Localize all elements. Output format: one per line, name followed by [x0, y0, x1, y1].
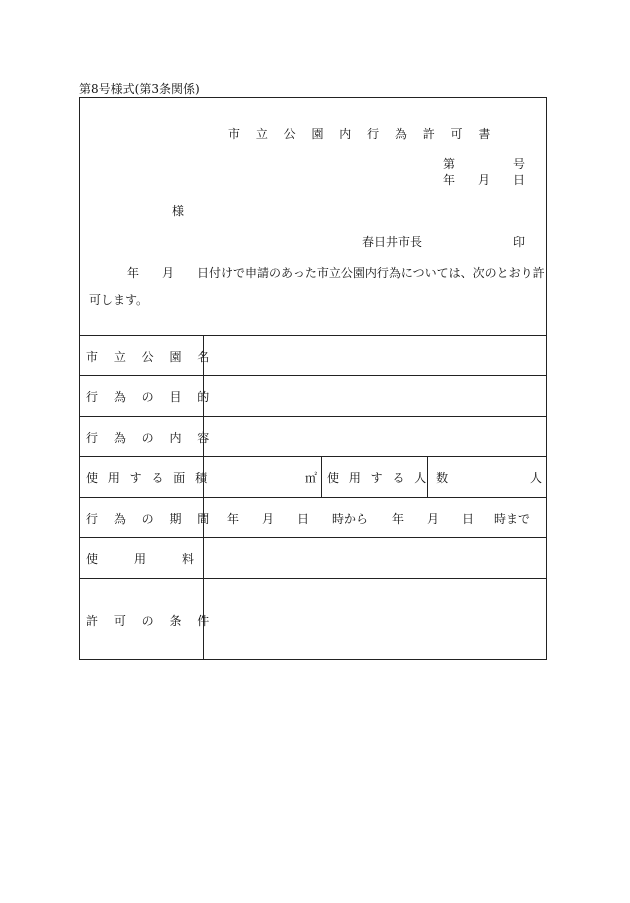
- statement-year: 年: [127, 266, 140, 280]
- date-month: 月: [478, 173, 491, 187]
- label-purpose: 行 為 の 目 的: [86, 390, 216, 404]
- people-unit: 人: [530, 471, 543, 485]
- statement-month: 月: [162, 266, 175, 280]
- label-conditions: 許 可 の 条 件: [86, 614, 216, 628]
- label-fee: 使 用 料: [86, 552, 195, 566]
- period-from-year: 年: [227, 512, 240, 526]
- issuer-name: 春日井市長: [362, 235, 423, 249]
- label-area: 使 用 す る 面 積: [86, 471, 211, 485]
- label-content: 行 為 の 内 容: [86, 431, 216, 445]
- label-park-name: 市 立 公 園 名: [86, 350, 216, 364]
- period-to-hour: 時まで: [494, 512, 531, 526]
- statement-line1: 日付けで申請のあった市立公園内行為については、次のとおり許: [197, 266, 545, 280]
- statement-line2: 可します。: [89, 293, 149, 307]
- permit-form-frame: [79, 97, 547, 660]
- period-from-month: 月: [262, 512, 275, 526]
- row-divider: [79, 375, 547, 376]
- date-year: 年: [443, 173, 456, 187]
- addressee-sama: 様: [172, 204, 185, 218]
- row-divider: [79, 416, 547, 417]
- period-to-month: 月: [427, 512, 440, 526]
- period-to-year: 年: [392, 512, 405, 526]
- period-to-day: 日: [462, 512, 475, 526]
- area-divider: [321, 456, 322, 497]
- number-go: 号: [513, 157, 526, 171]
- row-divider: [79, 497, 547, 498]
- document-title: 市 立 公 園 内 行 為 許 可 書: [228, 127, 497, 141]
- row-divider: [79, 537, 547, 538]
- row-divider: [79, 456, 547, 457]
- label-period: 行 為 の 期 間: [86, 512, 216, 526]
- area-unit: ㎡: [305, 471, 318, 485]
- issuer-seal: 印: [513, 235, 526, 249]
- date-day: 日: [513, 173, 526, 187]
- form-label: 第8号様式(第3条関係): [79, 82, 200, 96]
- period-from-hour: 時から: [332, 512, 369, 526]
- row-divider: [79, 578, 547, 579]
- row-divider: [79, 335, 547, 336]
- label-people: 使 用 す る 人 数: [327, 471, 452, 485]
- number-dai: 第: [443, 157, 456, 171]
- period-from-day: 日: [297, 512, 310, 526]
